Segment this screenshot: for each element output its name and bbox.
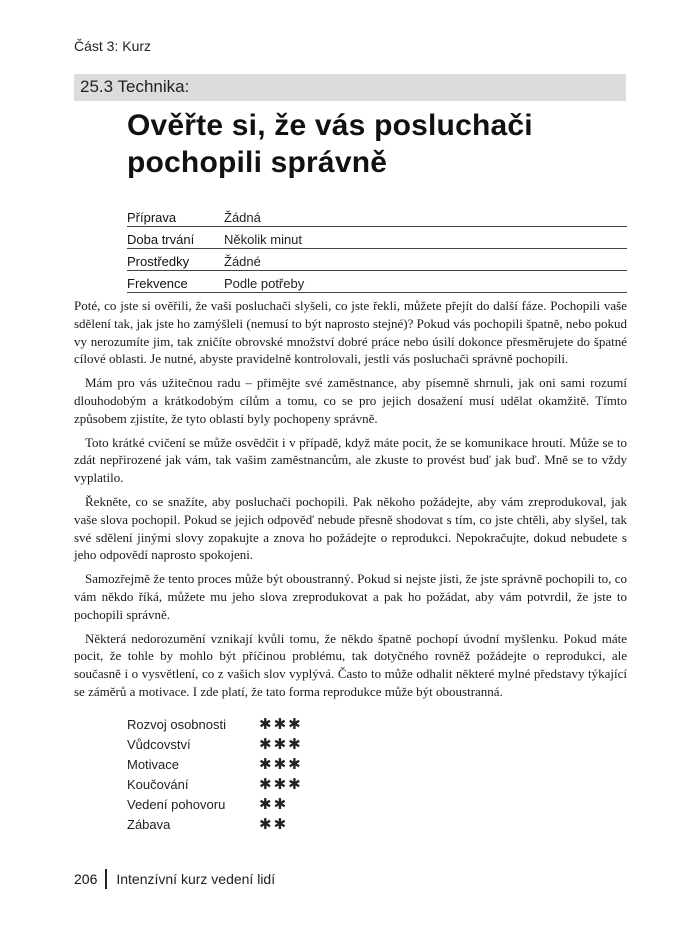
book-title: Intenzívní kurz vedení lidí: [116, 871, 276, 887]
rating-stars: ✱✱✱: [259, 756, 303, 773]
info-value: Několik minut: [224, 232, 303, 247]
section-header-bar: [74, 74, 626, 101]
paragraph: Mám pro vás užitečnou radu – přimějte své zaměstnance, aby písemně shrnuli, jak oni sami rozumí dlouhodobým a krátkodobým cílům a tomu, co se pro jejich dosažení musí udělat okamžitě. Tímto způsobem zjistíte, že tyto oblasti byly pochopeny správně.: [74, 375, 627, 426]
page-number: 206: [74, 871, 98, 887]
info-row-preparation: [127, 205, 627, 227]
rating-row: [127, 734, 427, 754]
info-row-duration: [127, 227, 627, 249]
running-head: Část 3: Kurz: [74, 38, 152, 54]
section-number: 25.3 Technika:: [80, 77, 190, 96]
rating-row: [127, 714, 427, 734]
info-value: Žádná: [224, 210, 261, 225]
rating-row: [127, 774, 427, 794]
info-key: Příprava: [127, 210, 177, 225]
rating-label: Motivace: [127, 756, 180, 772]
rating-row: [127, 794, 427, 814]
chapter-title-line: Ověřte si, že vás posluchači: [127, 109, 533, 142]
rating-label: Zábava: [127, 816, 171, 832]
rating-label: Vůdcovství: [127, 736, 191, 752]
rating-label: Vedení pohovoru: [127, 796, 226, 812]
rating-label: Koučování: [127, 776, 189, 792]
info-key: Frekvence: [127, 276, 188, 291]
rating-label: Rozvoj osobnosti: [127, 716, 226, 732]
rating-stars: ✱✱: [259, 816, 289, 833]
paragraph: Některá nedorozumění vznikají kvůli tomu, že někdo špatně pochopí úvodní myšlenku. Pokud máte pocit, že tohle by mohlo být příčinou problému, tak dotyčného rovněž požádejte o reprodukci, ale současně i o vysvětlení, co z vašich slov vyplývá. Často to může odhalit některé mylné představy týkající se záměrů a motivace. I zde platí, že tato forma reprodukce může být oboustranná.: [74, 630, 627, 699]
info-value: Žádné: [224, 254, 261, 269]
info-row-frequency: [127, 271, 627, 293]
page-footer: [74, 868, 275, 890]
rating-stars: ✱✱✱: [259, 776, 303, 793]
paragraph: Poté, co jste si ověřili, že vaši posluchači slyšeli, co jste řekli, můžete přejít do další fáze. Pochopili vaše sdělení tak, jak jste ho zamýšleli (nemusí to být naprosto stejné)? Pokud vás pochopili špatně, nebo pokud vy nerozumíte jim, tak zničíte obrovské množství dobré práce nebo úsilí dokonce přesměrujete do špatné cílové oblasti. Je nutné, abyste pravidelně kontrolovali, jestli vás posluchači správně pochopili.: [74, 298, 627, 367]
info-value: Podle potřeby: [224, 276, 305, 291]
body-text: [74, 297, 627, 707]
rating-row: [127, 754, 427, 774]
rating-stars: ✱✱✱: [259, 736, 303, 753]
skill-ratings: [127, 714, 427, 834]
technique-info-table: [127, 205, 627, 293]
chapter-title: [127, 107, 627, 181]
paragraph: Řekněte, co se snažíte, aby posluchači pochopili. Pak někoho požádejte, aby vám zreprodukoval, jak vaše slova pochopil. Pokud se jejich odpověď nebude přesně shodovat s tím, co jste chtěli, aby slyšel, tak své sdělení jinými slovy zopakujte a znova ho požádejte o reprodukci. Nepokračujte, dokud nebudete s jeho odpovědí naprosto spokojeni.: [74, 493, 627, 563]
info-key: Prostředky: [127, 254, 190, 269]
info-row-resources: [127, 249, 627, 271]
info-key: Doba trvání: [127, 232, 195, 247]
footer-divider: [105, 869, 107, 889]
paragraph: Toto krátké cvičení se může osvědčit i v případě, když máte pocit, že se komunikace hroutí. Může se to zdát nepřirozené jak vám, tak vašim zaměstnancům, ale zkuste to provést buď jak buď. Mně se to vždy vyplatilo.: [74, 434, 627, 486]
rating-row: [127, 814, 427, 834]
paragraph: Samozřejmě že tento proces může být oboustranný. Pokud si nejste jisti, že jste správně pochopili to, co vám někdo říká, můžete mu jeho slova zreprodukovat a pak ho požádat, aby vám potvrdil, že jste to pochopili správně.: [74, 571, 627, 622]
rating-stars: ✱✱: [259, 796, 289, 813]
rating-stars: ✱✱✱: [259, 716, 303, 733]
chapter-title-line: pochopili správně: [127, 146, 388, 179]
